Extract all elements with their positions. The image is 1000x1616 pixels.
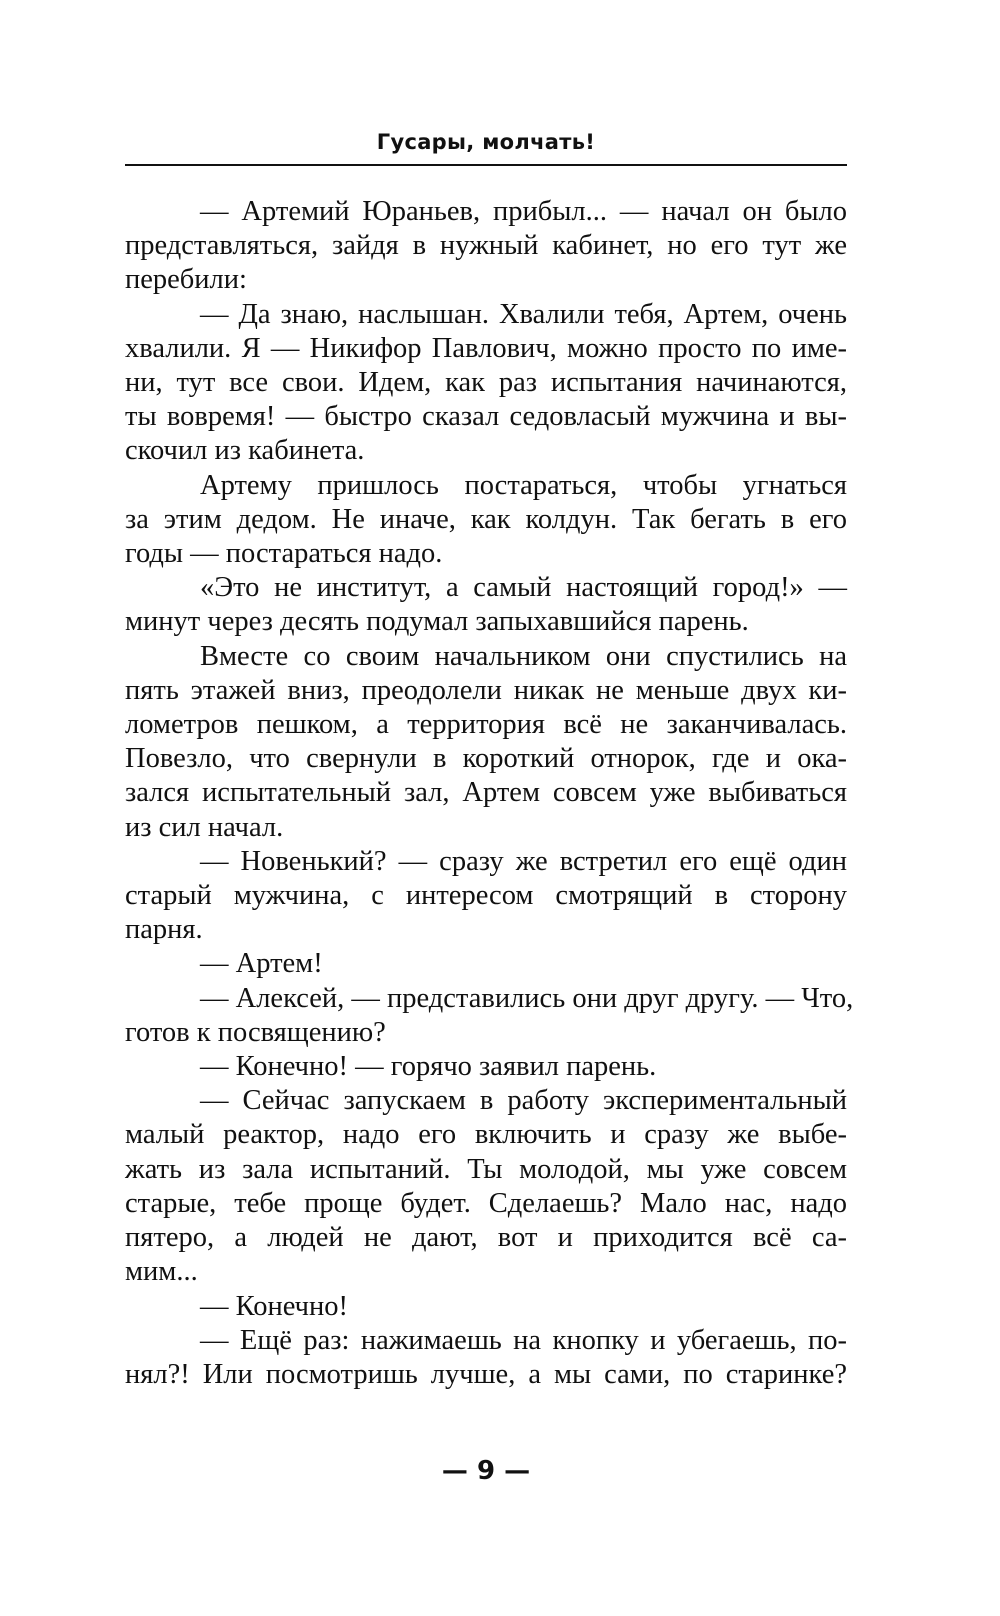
text-line: минут через десять подумал запыхавшийся парень. [125, 606, 749, 638]
text-line: скочил из кабинета. [125, 435, 365, 467]
text-line: ты вовремя! — быстро сказал седовласый мужчина и вы- [125, 401, 847, 433]
paragraph-4 [125, 571, 847, 639]
text-line: готов к посвящению? [125, 1016, 386, 1048]
text-line: ни, тут все свои. Идем, как раз испытания начинаются, [125, 367, 847, 399]
text-line: Вместе со своим начальником они спустились на [200, 640, 847, 672]
paragraph-5 [125, 640, 847, 845]
text-line: — Ещё раз: нажимаешь на кнопку и убегаешь, по- [200, 1324, 847, 1356]
text-line: Повезло, что свернули в короткий отнорок, где и ока- [125, 743, 847, 775]
text-line: парня. [125, 914, 203, 946]
paragraph-11 [125, 1290, 847, 1324]
paragraph-7 [125, 947, 847, 981]
text-line: из сил начал. [125, 811, 284, 843]
text-line: за этим дедом. Не иначе, как колдун. Так бегать в его [125, 503, 847, 535]
header-rule [125, 164, 847, 166]
text-line: «Это не институт, а самый настоящий город!» — [200, 572, 847, 604]
text-line: мим... [125, 1256, 198, 1288]
text-line: годы — постараться надо. [125, 538, 443, 570]
paragraph-10 [125, 1084, 847, 1289]
text-line: перебили: [125, 264, 247, 296]
paragraph-3 [125, 469, 847, 572]
text-line: пять этажей вниз, преодолели никак не меньше двух ки- [125, 674, 847, 706]
text-line: — Да знаю, наслышан. Хвалили тебя, Артем, очень [200, 298, 847, 330]
text-line: старый мужчина, с интересом смотрящий в сторону [125, 880, 847, 912]
paragraph-2 [125, 298, 847, 469]
paragraph-12 [125, 1324, 847, 1392]
text-line: — Новенький? — сразу же встретил его ещё один [200, 845, 847, 877]
text-line: Артему пришлось постараться, чтобы угнаться [200, 469, 847, 501]
text-line: — Конечно! [200, 1290, 348, 1322]
text-line: представляться, зайдя в нужный кабинет, но его тут же [125, 230, 847, 262]
body-text [125, 195, 854, 1392]
text-line: — Артемий Юраньев, прибыл... — начал он было [200, 196, 847, 227]
paragraph-9 [125, 1050, 847, 1084]
text-line: — Алексей, — представились они друг другу. — Что, [200, 982, 854, 1014]
text-line: зался испытательный зал, Артем совсем уже выбиваться [125, 777, 847, 809]
text-line: жать из зала испытаний. Ты молодой, мы уже совсем [125, 1153, 847, 1185]
running-head-title: Гусары, молчать! [376, 130, 596, 154]
paragraph-8 [125, 982, 854, 1050]
text-line: малый реактор, надо его включить и сразу же выбе- [125, 1119, 847, 1151]
text-line: пятеро, а людей не дают, вот и приходится всё са- [125, 1222, 847, 1254]
paragraph-6 [125, 845, 847, 948]
text-line: — Сейчас запускаем в работу экспериментальный [200, 1085, 847, 1117]
text-line: хвалили. Я — Никифор Павлович, можно просто по име- [125, 332, 847, 364]
paragraph-1 [125, 195, 847, 298]
text-line: — Артем! [200, 948, 323, 980]
text-line: нял?! Или посмотришь лучше, а мы сами, по старинке? [125, 1358, 847, 1390]
text-line: старые, тебе проще будет. Сделаешь? Мало нас, надо [125, 1187, 847, 1219]
page-number: — 9 — [441, 1456, 531, 1486]
text-line: — Конечно! — горячо заявил парень. [200, 1051, 657, 1083]
text-line: лометров пешком, а территория всё не заканчивалась. [125, 709, 847, 741]
